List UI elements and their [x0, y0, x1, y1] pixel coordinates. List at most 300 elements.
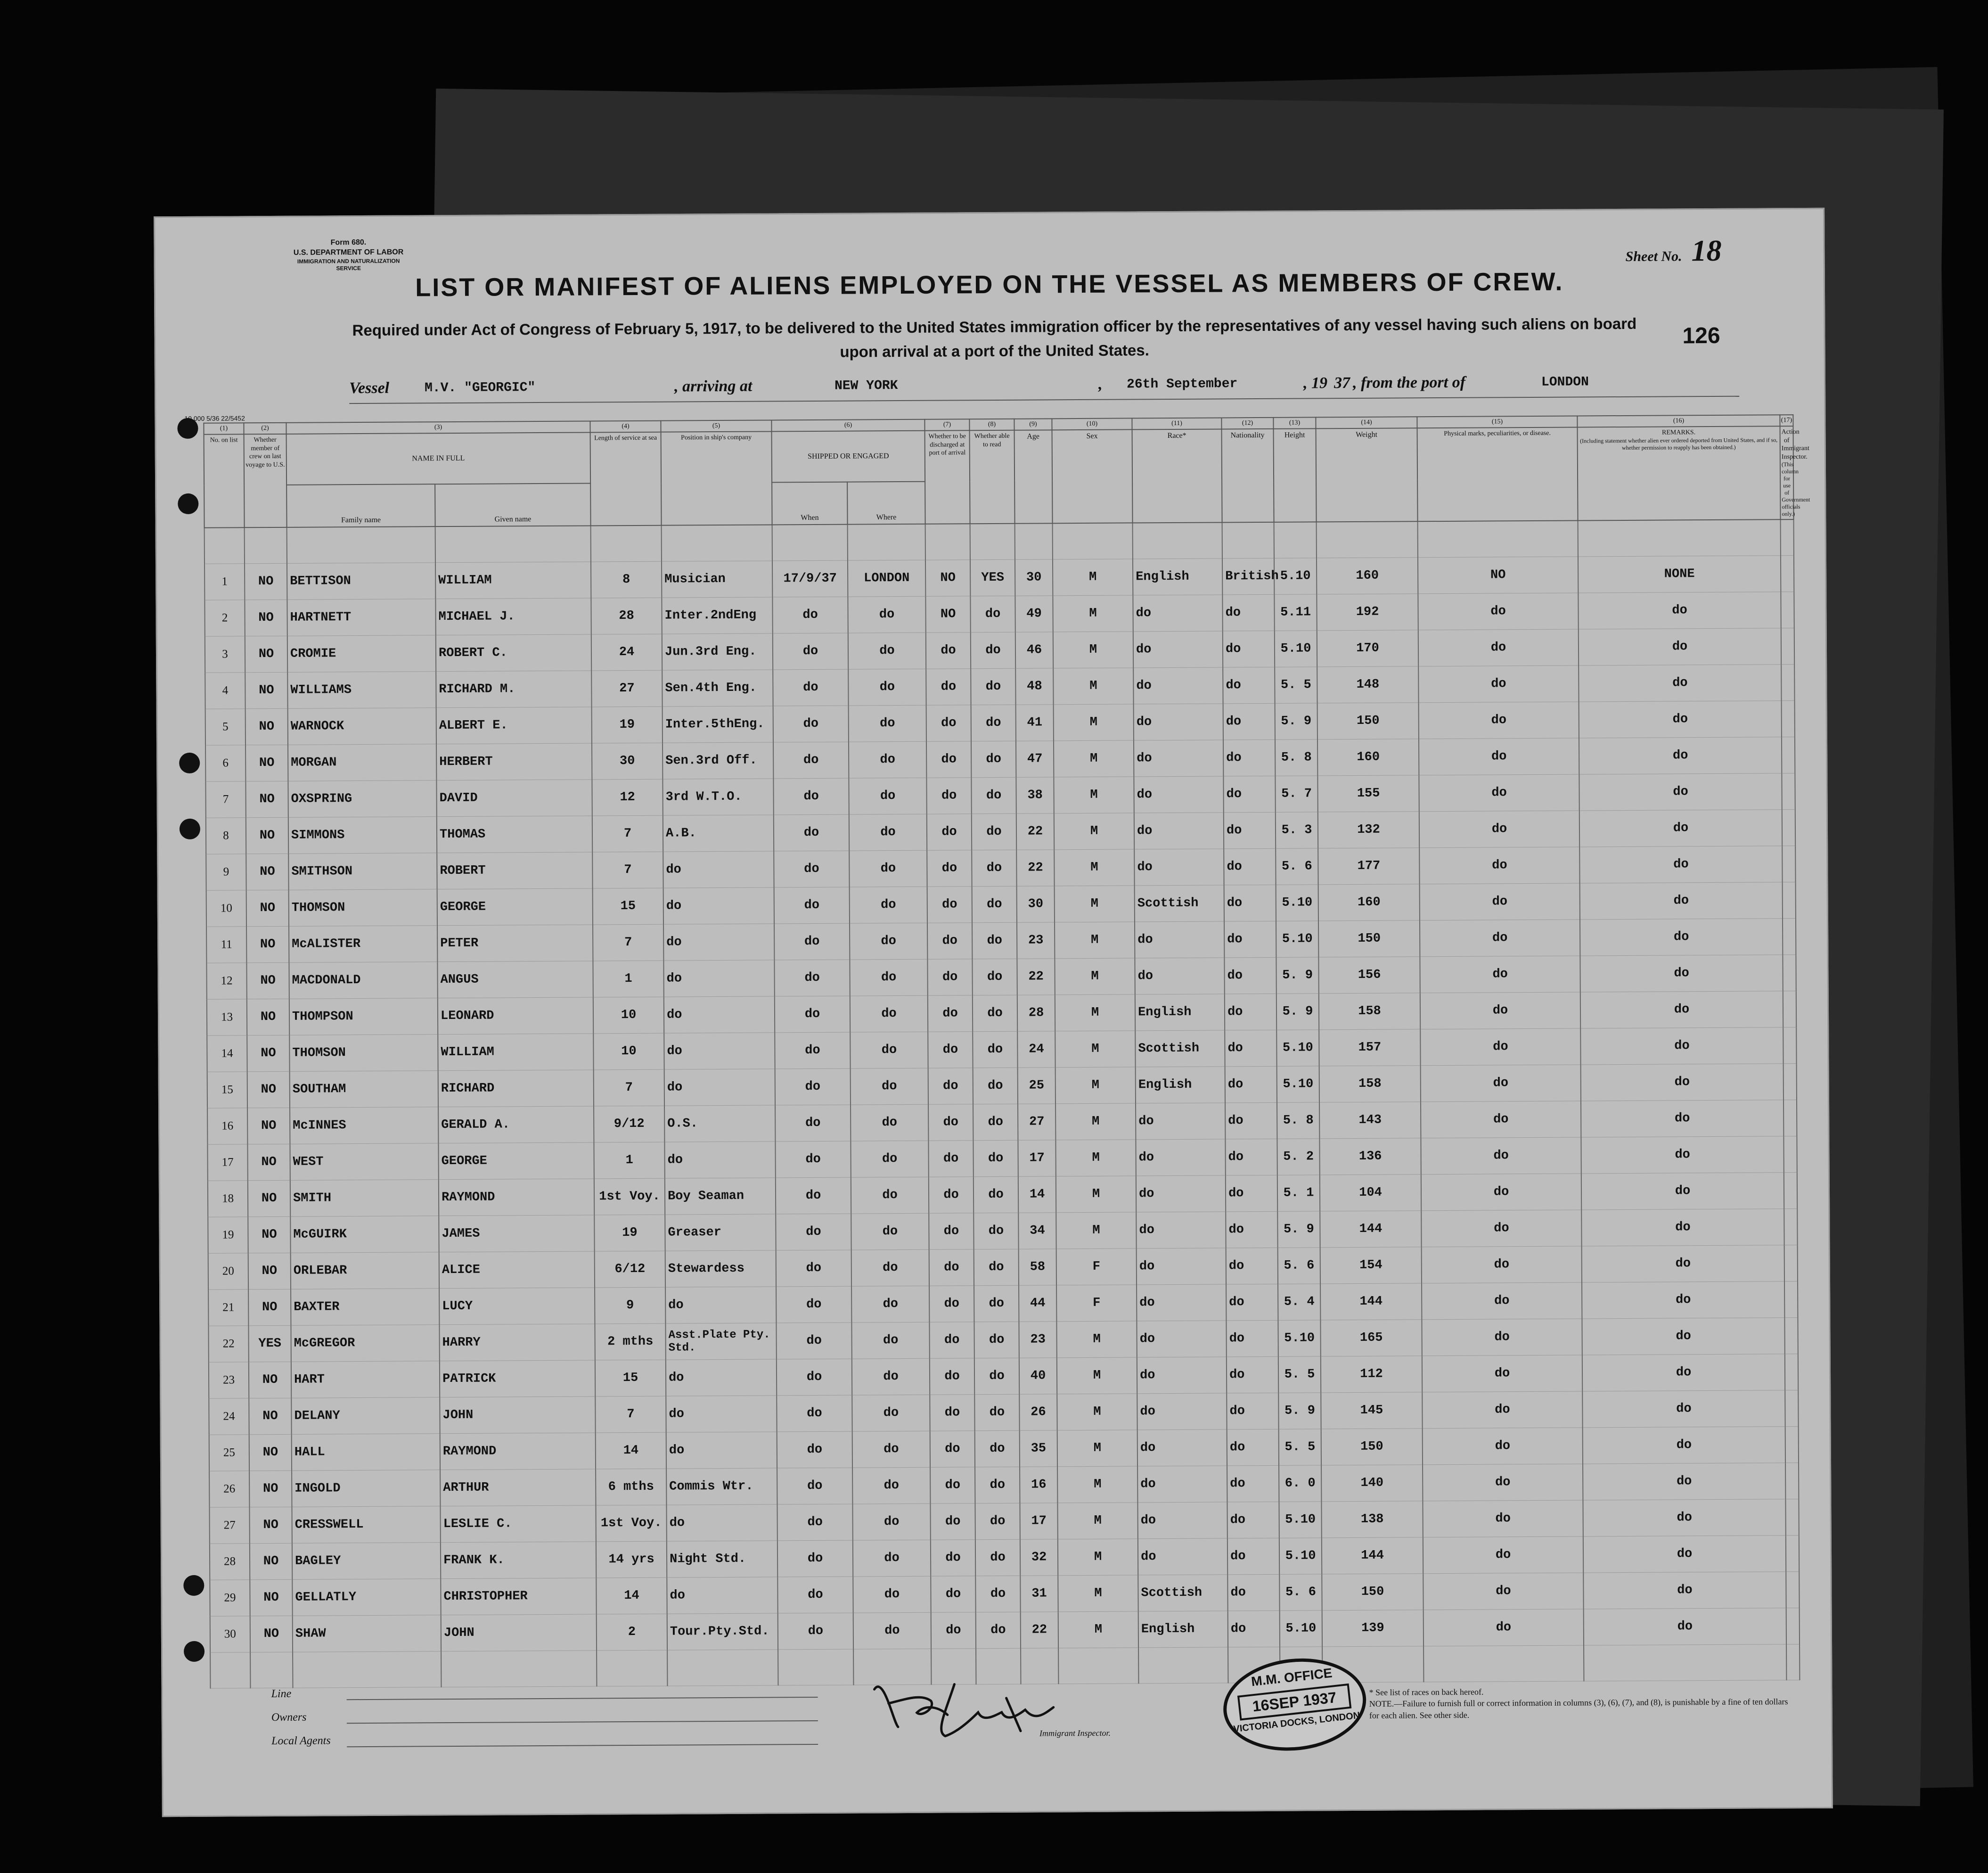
remarks-cell: do	[1579, 737, 1782, 774]
height-cell: 5. 6	[1276, 848, 1318, 885]
service-length-cell: 15	[593, 888, 663, 925]
shipped-where-cell: do	[848, 669, 926, 706]
col-number: (14)	[1316, 417, 1417, 428]
remarks-cell: do	[1578, 592, 1781, 629]
col-number: (9)	[1014, 419, 1052, 430]
able-read-cell: YES	[970, 559, 1015, 596]
given-name-cell: GEORGE	[437, 888, 593, 926]
col-number: (13)	[1273, 417, 1316, 428]
sex-cell: M	[1055, 1067, 1136, 1104]
stamp-location: VICTORIA DOCKS, LONDON	[1233, 1710, 1361, 1735]
weight-cell: 145	[1321, 1392, 1422, 1429]
row-number: 28	[210, 1544, 250, 1580]
service-length-cell: 12	[592, 779, 663, 816]
position-cell: do	[663, 887, 774, 924]
race-cell: do	[1134, 813, 1224, 849]
row-number: 8	[206, 818, 246, 854]
weight-cell: 104	[1320, 1175, 1421, 1211]
sex-cell: M	[1055, 1031, 1135, 1068]
family-name-cell: THOMSON	[289, 889, 437, 927]
remarks-cell: do	[1582, 1282, 1784, 1319]
given-name-cell: RAYMOND	[440, 1433, 596, 1470]
physical-marks-cell: do	[1422, 1355, 1582, 1392]
age-cell: 32	[1020, 1539, 1058, 1576]
race-cell: do	[1138, 1538, 1227, 1575]
given-name-cell: JOHN	[441, 1614, 597, 1651]
header-name-in-full: NAME IN FULL	[286, 432, 591, 485]
arrival-date: 26th September	[1126, 377, 1238, 392]
height-cell: 5. 8	[1275, 739, 1317, 776]
family-name-cell: GELLATLY	[292, 1579, 441, 1616]
remarks-cell: do	[1582, 1318, 1784, 1355]
discharged-cell: do	[927, 850, 972, 887]
physical-marks-cell: do	[1422, 1319, 1582, 1356]
race-cell: English	[1138, 1611, 1228, 1648]
discharged-cell: do	[931, 1612, 976, 1649]
discharged-cell: do	[928, 1032, 973, 1068]
position-cell: Tour.Pty.Std.	[667, 1613, 778, 1650]
position-cell: do	[666, 1359, 777, 1396]
row-number: 5	[205, 709, 245, 745]
physical-marks-cell: do	[1423, 1428, 1583, 1465]
service-length-cell: 7	[594, 1069, 664, 1106]
age-cell: 38	[1016, 777, 1054, 813]
given-name-cell: ALBERT E.	[436, 707, 592, 744]
last-voyage-cell: NO	[245, 600, 287, 636]
remarks-cell: do	[1582, 1390, 1785, 1428]
remarks-cell: NONE	[1578, 556, 1781, 593]
from-port: LONDON	[1541, 375, 1589, 390]
service-length-cell: 2	[597, 1614, 667, 1651]
family-name-cell: HARTNETT	[287, 599, 435, 636]
physical-marks-cell: do	[1420, 956, 1580, 993]
family-name-cell: WARNOCK	[288, 708, 436, 745]
punch-hole	[184, 1641, 205, 1662]
last-voyage-cell: NO	[245, 563, 287, 600]
family-name-cell: MORGAN	[288, 744, 436, 781]
date-separator: ,	[1098, 375, 1103, 393]
able-read-cell: do	[974, 1358, 1019, 1394]
sex-cell: M	[1054, 704, 1134, 741]
header-height: Height	[1274, 428, 1317, 522]
family-name-cell: CROMIE	[287, 635, 436, 673]
family-name-cell: ORLEBAR	[291, 1252, 439, 1290]
age-cell: 46	[1015, 632, 1053, 668]
last-voyage-cell: NO	[245, 745, 288, 781]
race-cell: do	[1135, 958, 1224, 994]
weight-cell: 143	[1319, 1102, 1421, 1139]
sex-cell: M	[1057, 1466, 1137, 1503]
shipped-where-cell: do	[849, 850, 927, 887]
able-read-cell: do	[972, 813, 1016, 850]
action-cell	[1784, 1245, 1798, 1282]
physical-marks-cell: do	[1422, 1282, 1582, 1320]
height-cell: 5. 6	[1279, 1574, 1322, 1610]
physical-marks-cell: do	[1419, 847, 1579, 884]
sex-cell: M	[1054, 777, 1134, 813]
discharged-cell: do	[930, 1358, 974, 1395]
age-cell: 17	[1020, 1503, 1057, 1539]
height-cell: 5. 9	[1277, 1211, 1320, 1248]
inspector-signature	[865, 1664, 1063, 1743]
col-number: (5)	[661, 420, 771, 432]
height-cell: 5. 5	[1278, 1356, 1321, 1393]
last-voyage-cell: NO	[250, 1616, 293, 1652]
remarks-cell: do	[1582, 1354, 1785, 1391]
position-cell: do	[664, 1142, 775, 1178]
position-cell: O.S.	[664, 1105, 775, 1142]
physical-marks-cell: do	[1419, 774, 1579, 812]
sex-cell: M	[1054, 849, 1134, 886]
sex-cell: M	[1057, 1430, 1137, 1467]
line-label: Line	[271, 1687, 292, 1700]
shipped-when-cell: do	[773, 633, 848, 670]
header-nationality: Nationality	[1222, 429, 1274, 523]
service-length-cell: 8	[591, 561, 662, 598]
able-read-cell: do	[973, 1104, 1018, 1140]
shipped-when-cell: do	[774, 887, 850, 924]
table-header	[204, 415, 1810, 528]
service-length-cell: 27	[591, 670, 662, 707]
race-cell: do	[1137, 1284, 1226, 1321]
race-cell: Scottish	[1135, 885, 1224, 922]
position-cell: do	[664, 1033, 775, 1069]
last-voyage-cell: NO	[246, 962, 289, 999]
position-cell: Greaser	[665, 1214, 776, 1251]
last-voyage-cell: NO	[247, 999, 289, 1035]
nationality-cell: do	[1227, 1465, 1279, 1502]
position-cell: Jun.3rd Eng.	[662, 633, 773, 670]
row-number: 13	[207, 999, 247, 1035]
header-family-name: Family name	[286, 484, 435, 527]
height-cell: 5. 6	[1278, 1248, 1320, 1284]
weight-cell: 144	[1320, 1283, 1422, 1320]
physical-marks-cell: do	[1422, 1391, 1582, 1429]
height-cell: 5.10	[1276, 921, 1318, 957]
discharged-cell: do	[928, 1068, 973, 1104]
row-number: 17	[207, 1144, 247, 1181]
service-length-cell: 7	[592, 815, 663, 852]
page-subtitle: Required under Act of Congress of February 5, 1917, to be delivered to the United States immigration officer by the representatives of any vessel having such aliens on board upon arrival at a port of the United States.	[352, 314, 1637, 361]
action-cell	[1784, 1209, 1797, 1245]
given-name-cell: ROBERT	[437, 852, 592, 889]
nationality-cell: do	[1223, 667, 1275, 704]
action-cell	[1782, 846, 1795, 882]
position-cell: Sen.3rd Off.	[663, 742, 773, 779]
race-cell: do	[1134, 740, 1223, 777]
service-length-cell: 1st Voy.	[596, 1505, 666, 1542]
physical-marks-cell: do	[1418, 629, 1579, 666]
race-cell: Scottish	[1135, 1030, 1225, 1067]
age-cell: 16	[1020, 1467, 1057, 1503]
shipped-when-cell: do	[775, 1032, 850, 1069]
header-when: When	[772, 482, 847, 525]
physical-marks-cell: do	[1418, 593, 1578, 630]
age-cell: 26	[1019, 1394, 1057, 1430]
action-cell	[1781, 592, 1794, 628]
family-name-cell: SOUTHAM	[290, 1071, 438, 1108]
shipped-when-cell: do	[777, 1540, 853, 1577]
service-length-cell: 6/12	[595, 1251, 665, 1288]
sex-cell: M	[1058, 1611, 1138, 1648]
sex-cell: M	[1053, 559, 1133, 596]
action-cell	[1782, 701, 1795, 737]
row-number: 21	[208, 1290, 248, 1326]
inspector-label: Immigrant Inspector.	[1039, 1728, 1111, 1738]
nationality-cell: do	[1226, 1248, 1278, 1284]
age-cell: 35	[1020, 1430, 1057, 1467]
family-name-cell: McGUIRK	[290, 1216, 439, 1253]
vessel-name: M.V. "GEORGIC"	[424, 380, 536, 396]
able-read-cell: do	[974, 1176, 1018, 1213]
given-name-cell: MICHAEL J.	[435, 598, 591, 635]
weight-cell: 138	[1321, 1501, 1423, 1538]
last-voyage-cell: NO	[248, 1289, 291, 1325]
action-cell	[1783, 919, 1796, 955]
sex-cell: M	[1056, 1212, 1136, 1249]
race-cell: do	[1137, 1502, 1227, 1539]
weight-cell: 144	[1322, 1537, 1423, 1574]
race-cell: do	[1133, 595, 1222, 632]
race-cell: do	[1134, 776, 1223, 813]
height-cell: 5.10	[1274, 558, 1317, 594]
col-number: (16)	[1577, 415, 1780, 427]
last-voyage-cell: NO	[250, 1579, 292, 1616]
shipped-when-cell: do	[774, 923, 850, 960]
sheet-number	[1625, 233, 1721, 269]
discharged-cell: do	[930, 1395, 974, 1431]
action-cell	[1784, 1282, 1798, 1318]
row-number: 19	[208, 1217, 248, 1253]
weight-cell: 158	[1319, 993, 1420, 1030]
row-number: 9	[206, 854, 246, 890]
last-voyage-cell: NO	[249, 1362, 291, 1398]
nationality-cell: do	[1223, 739, 1275, 776]
physical-marks-cell: do	[1422, 1246, 1582, 1283]
given-name-cell: ROBERT C.	[436, 634, 591, 672]
crew-manifest-table	[203, 414, 1810, 1689]
shipped-when-cell: do	[776, 1323, 851, 1359]
col-number: (6)	[771, 419, 924, 432]
remarks-cell: do	[1579, 701, 1782, 738]
height-cell: 5. 2	[1277, 1139, 1319, 1175]
shipped-where-cell: do	[853, 1540, 931, 1577]
weight-cell: 156	[1318, 957, 1420, 994]
discharged-cell: do	[930, 1431, 975, 1467]
position-cell: 3rd W.T.O.	[663, 779, 773, 815]
weight-cell: 157	[1319, 1029, 1420, 1066]
service-length-cell: 14	[596, 1577, 667, 1614]
position-cell: do	[664, 996, 775, 1033]
last-voyage-cell: NO	[246, 890, 289, 926]
age-cell: 44	[1019, 1285, 1056, 1322]
column-header-row	[204, 426, 1794, 485]
col-number: (17)	[1780, 415, 1793, 426]
shipped-when-cell: do	[777, 1504, 852, 1541]
row-number: 11	[206, 927, 246, 963]
sex-cell: M	[1058, 1539, 1138, 1576]
print-line: 10,000 5/36 22/5452	[184, 414, 245, 422]
action-note: (This column for use of Government officials only.)	[1781, 461, 1810, 518]
given-name-cell: CHRISTOPHER	[441, 1578, 596, 1615]
action-cell	[1783, 882, 1796, 919]
discharged-cell: do	[927, 814, 972, 850]
physical-marks-cell: do	[1419, 702, 1579, 739]
owners-label: Owners	[271, 1711, 307, 1724]
shipped-where-cell: do	[850, 959, 927, 996]
able-read-cell: do	[972, 922, 1017, 959]
position-cell: Musician	[662, 561, 772, 598]
height-cell: 5. 7	[1275, 776, 1317, 812]
arriving-port: NEW YORK	[834, 378, 898, 394]
family-name-cell: BAGLEY	[292, 1543, 441, 1580]
sex-cell: M	[1053, 632, 1133, 668]
height-cell: 5. 3	[1276, 812, 1318, 848]
nationality-cell: British	[1222, 558, 1274, 595]
last-voyage-cell: NO	[245, 672, 287, 708]
row-number: 26	[209, 1471, 249, 1507]
physical-marks-cell: do	[1421, 1210, 1581, 1247]
race-cell: do	[1136, 1103, 1225, 1140]
able-read-cell: do	[975, 1539, 1020, 1576]
given-name-cell: THOMAS	[437, 816, 592, 853]
given-name-cell: JAMES	[439, 1215, 594, 1252]
action-cell	[1783, 1100, 1797, 1136]
shipped-where-cell: do	[851, 1322, 929, 1359]
given-name-cell: WILLIAM	[435, 562, 591, 599]
col-number: (3)	[286, 421, 590, 434]
col-number: (2)	[244, 423, 286, 434]
able-read-cell: do	[974, 1394, 1019, 1430]
remarks-cell: do	[1579, 810, 1782, 847]
family-name-cell: McINNES	[290, 1107, 438, 1144]
sheet-label: Sheet No.	[1625, 248, 1682, 264]
service-length-cell: 1	[593, 961, 663, 997]
age-cell: 23	[1019, 1322, 1056, 1358]
sex-cell: F	[1056, 1249, 1137, 1285]
action-cell	[1782, 737, 1795, 773]
header-discharged: Whether to be discharged at port of arrival	[925, 430, 970, 524]
discharged-cell: do	[928, 1141, 973, 1177]
age-cell: 22	[1017, 959, 1055, 995]
given-name-cell: LEONARD	[438, 997, 593, 1035]
row-number: 29	[210, 1580, 250, 1616]
service-length-cell: 28	[591, 598, 662, 634]
age-cell: 48	[1015, 668, 1053, 705]
service-length-cell: 10	[593, 997, 664, 1034]
action-cell	[1781, 665, 1794, 701]
race-cell: do	[1133, 631, 1223, 668]
footer-rule	[347, 1744, 818, 1747]
position-cell: Inter.5thEng.	[663, 706, 773, 743]
service-length-cell: 7	[593, 924, 663, 961]
footer-notes	[1369, 1684, 1793, 1721]
nationality-cell: do	[1227, 1502, 1279, 1538]
row-number: 18	[208, 1181, 248, 1217]
given-name-cell: DAVID	[436, 780, 592, 817]
shipped-when-cell: do	[773, 669, 848, 706]
physical-marks-cell: do	[1421, 1174, 1581, 1211]
discharged-cell: do	[931, 1576, 975, 1612]
nationality-cell: do	[1227, 1393, 1278, 1429]
able-read-cell: do	[972, 850, 1016, 886]
discharged-cell: do	[928, 995, 973, 1032]
last-voyage-cell: NO	[247, 1071, 290, 1108]
weight-cell: 150	[1318, 920, 1420, 957]
nationality-cell: do	[1224, 957, 1276, 994]
height-cell: 5.11	[1274, 594, 1317, 631]
position-cell: do	[663, 851, 774, 888]
age-cell: 30	[1015, 559, 1053, 596]
service-length-cell: 14	[596, 1432, 666, 1469]
race-cell: English	[1136, 1067, 1225, 1103]
family-name-cell: THOMSON	[289, 1035, 438, 1072]
header-given-name: Given name	[435, 483, 590, 526]
race-cell: do	[1134, 704, 1223, 740]
shipped-where-cell: do	[851, 1104, 928, 1141]
able-read-cell: do	[971, 705, 1016, 741]
discharged-cell: do	[929, 1322, 974, 1358]
weight-cell: 139	[1322, 1610, 1424, 1647]
row-number: 20	[208, 1253, 248, 1290]
given-name-cell: RICHARD M.	[436, 671, 591, 708]
given-name-cell: PATRICK	[440, 1360, 595, 1397]
shipped-where-cell: do	[852, 1358, 930, 1395]
given-name-cell: PETER	[437, 925, 593, 962]
discharged-cell: do	[926, 741, 971, 778]
height-cell: 5. 9	[1278, 1393, 1321, 1429]
discharged-cell: do	[930, 1503, 975, 1540]
action-cell	[1783, 1064, 1797, 1100]
agents-label: Local Agents	[271, 1734, 331, 1748]
remarks-cell: do	[1579, 665, 1781, 702]
header-race: Race*	[1132, 429, 1222, 523]
weight-cell: 160	[1318, 884, 1420, 921]
action-cell	[1786, 1608, 1800, 1644]
service-length-cell: 7	[592, 852, 663, 888]
race-cell: do	[1137, 1321, 1226, 1357]
weight-cell: 132	[1318, 812, 1419, 848]
last-voyage-cell: NO	[246, 854, 288, 890]
sex-cell: M	[1055, 922, 1135, 959]
able-read-cell: do	[972, 959, 1017, 995]
shipped-when-cell: do	[773, 706, 849, 742]
shipped-where-cell: do	[849, 705, 926, 742]
race-cell: do	[1137, 1429, 1227, 1466]
race-cell: do	[1137, 1357, 1227, 1394]
nationality-cell: do	[1224, 812, 1276, 849]
given-name-cell: LUCY	[439, 1288, 595, 1325]
age-cell: 27	[1018, 1104, 1055, 1140]
department: U.S. DEPARTMENT OF LABOR	[293, 248, 404, 257]
discharged-cell: do	[926, 778, 971, 814]
able-read-cell: do	[973, 1031, 1017, 1068]
service-length-cell: 19	[592, 706, 663, 743]
family-name-cell: HART	[291, 1361, 440, 1398]
stamp-date: 16SEP 1937	[1237, 1684, 1351, 1721]
height-cell: 5. 8	[1277, 1102, 1319, 1139]
shipped-when-cell: do	[775, 1068, 851, 1105]
service-length-cell: 19	[594, 1215, 665, 1251]
remarks-cell: do	[1584, 1608, 1786, 1645]
discharged-cell: do	[927, 959, 972, 995]
race-cell: do	[1135, 921, 1224, 958]
race-cell: do	[1136, 1139, 1225, 1176]
header-where: Where	[847, 482, 925, 525]
sex-cell: M	[1054, 813, 1134, 850]
discharged-cell: NO	[925, 596, 970, 633]
nationality-cell: do	[1225, 1139, 1277, 1175]
